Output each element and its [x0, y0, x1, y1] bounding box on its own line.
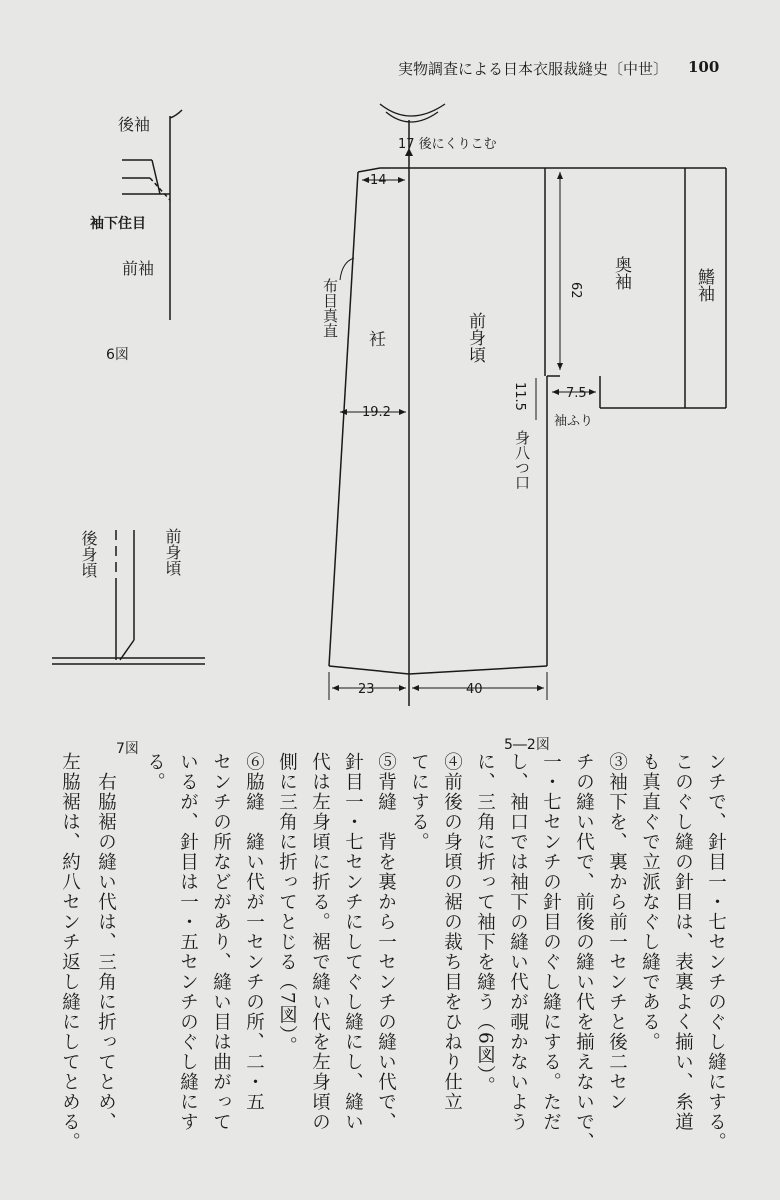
body-line-12: 針目一・七センチにしてぐし縫にし、縫い — [342, 752, 364, 1132]
body-line-15: ⑥脇縫 縫い代が一センチの所、二・五 — [243, 752, 265, 1112]
dim-23: 23 — [358, 682, 375, 697]
dim-11-5: 11.5 — [512, 382, 527, 411]
body-line-17: いるが、針目は一・五センチのぐし縫にす — [177, 752, 199, 1132]
dim-19-2: 19.2 — [362, 405, 391, 420]
body-line-10: てにする。 — [408, 752, 430, 852]
okusode-label: 奥袖 — [611, 256, 631, 290]
running-title: 実物調査による日本衣服裁縫史〔中世〕 — [398, 60, 669, 78]
pattern-diagrams — [0, 90, 780, 730]
dim-40: 40 — [466, 682, 483, 697]
figure-5-2-caption: 5―2図 — [504, 737, 550, 753]
rear-sleeve-label: 後袖 — [118, 115, 151, 134]
dim-7-5: 7.5 — [566, 386, 587, 401]
body-line-11: ⑤背縫 背を裏から一センチの縫い代で、 — [375, 752, 397, 1132]
body-line-2: このぐし縫の針目は、表裏よく揃い、糸道 — [672, 752, 694, 1132]
grain-straight-label: 布目真直 — [321, 278, 339, 338]
body-line-4: ③袖下を、裏から前一センチと後二セン — [606, 752, 628, 1112]
sleeve-seam-label: 袖下住目 — [90, 216, 146, 232]
sleeve-opening-label: 袖ふり — [554, 414, 594, 429]
hatasode-label: 鰭袖 — [694, 268, 714, 302]
front-body-label: 前身頃 — [465, 312, 485, 363]
body-line-16: センチの所などがあり、縫い目は曲がって — [210, 752, 232, 1132]
figure-6-caption: 6図 — [106, 347, 129, 363]
body-line-14: 側に三角に折ってとじる（7図）。 — [276, 752, 298, 1057]
front-sleeve-label: 前袖 — [122, 259, 155, 278]
side-opening-label: 身八つ口 — [513, 430, 531, 490]
dim-62: 62 — [568, 282, 583, 299]
dim-14: 14 — [370, 173, 387, 188]
body-line-9: ④前後の身頃の裾の裁ち目をひねり仕立 — [441, 752, 463, 1112]
okumi-label: 衽 — [365, 330, 385, 347]
body-line-3: も真直ぐで立派なぐし縫である。 — [639, 752, 661, 1052]
body-line-6: 一・七センチの針目のぐし縫にする。ただ — [540, 752, 562, 1132]
body-line-20: 左脇裾は、約八センチ返し縫にしてとめる。 — [59, 752, 81, 1152]
rear-body-label: 後身頃 — [79, 530, 98, 578]
front-body-label-fig7: 前身頃 — [163, 528, 182, 576]
page-number: 100 — [688, 58, 720, 76]
body-line-13: 代は左身頃に折る。裾で縫い代を左身頃の — [309, 752, 331, 1132]
body-line-18: る。 — [144, 752, 166, 792]
body-line-7: し、袖口では袖下の縫い代が覗かないよう — [507, 752, 529, 1132]
figure-7-caption: 7図 — [116, 741, 139, 757]
figure-7-hem-detail — [52, 530, 205, 664]
body-line-1: ンチで、針目一・七センチのぐし縫にする。 — [705, 752, 727, 1152]
neck-label: 17 後にくりこむ — [398, 137, 497, 152]
body-line-19: 右脇裾の縫い代は、三角に折ってとめ、 — [95, 752, 117, 1132]
body-line-8: に、三角に折って袖下を縫う（6図）。 — [474, 752, 496, 1097]
body-line-5: チの縫い代で、前後の縫い代を揃えないで、 — [573, 752, 595, 1152]
